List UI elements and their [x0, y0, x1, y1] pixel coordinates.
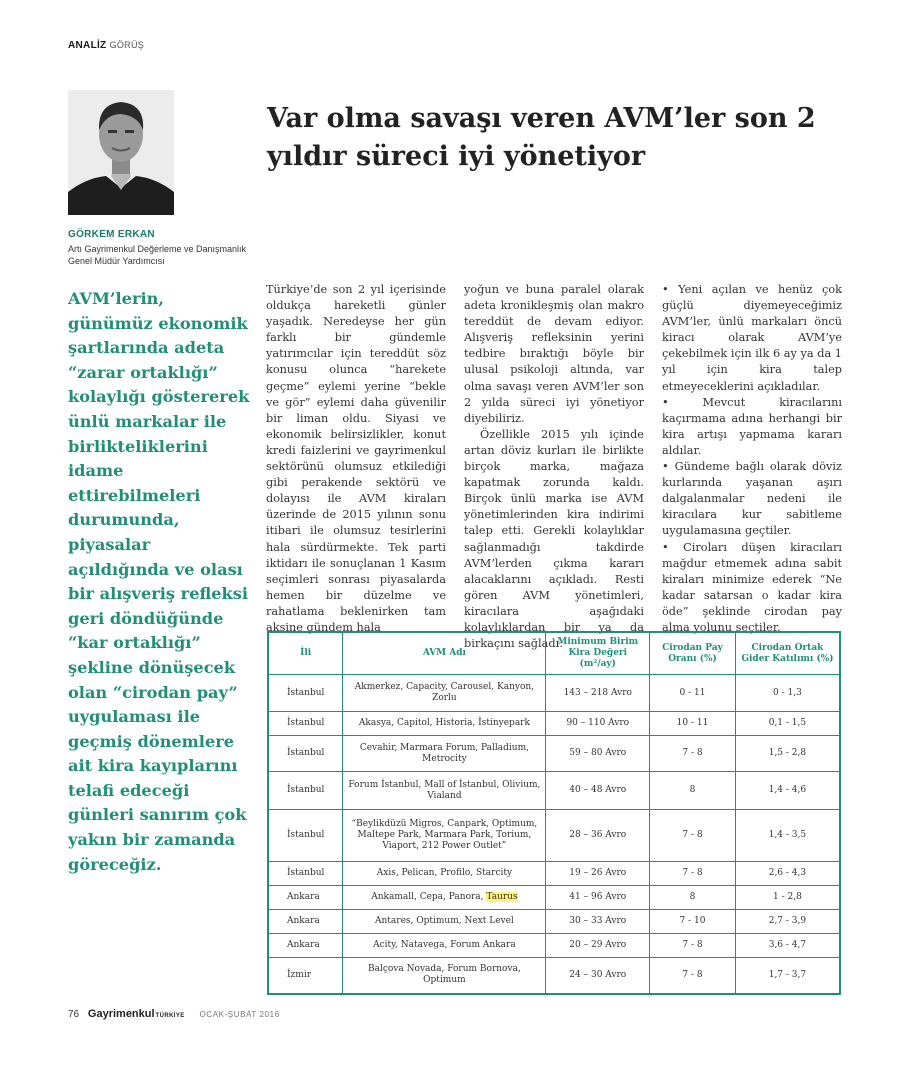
cell-city: Ankara	[268, 934, 343, 958]
header-expense: Cirodan Ortak Gider Katılımı (%)	[735, 632, 840, 675]
cell-rent: 41 – 96 Avro	[546, 886, 650, 910]
table-row	[268, 886, 840, 910]
author-portrait-svg	[68, 90, 174, 215]
cell-avm: Forum İstanbul, Mall of İstanbul, Olivium, Vialand	[343, 772, 546, 810]
section-tag	[68, 40, 144, 51]
cell-city: İstanbul	[268, 736, 343, 772]
cell-expense: 1,4 - 4,6	[735, 772, 840, 810]
brand-name: Gayrimenkul	[87, 1008, 155, 1020]
cell-avm: Akasya, Capitol, Historia, İstinyepark	[343, 712, 546, 736]
header-share: Cirodan Pay Oranı (%)	[650, 632, 736, 675]
brand-sub: TÜRKİYE	[155, 1013, 185, 1019]
section-tag-sub: GÖRÜŞ	[109, 40, 145, 50]
cell-rent: 20 – 29 Avro	[546, 934, 650, 958]
cell-city: Ankara	[268, 886, 343, 910]
cell-rent: 40 – 48 Avro	[546, 772, 650, 810]
cell-avm: Antares, Optimum, Next Level	[343, 910, 546, 934]
table-row	[268, 862, 840, 886]
cell-avm: Balçova Novada, Forum Bornova, Optimum	[343, 958, 546, 994]
cell-avm: Cevahir, Marmara Forum, Palladium, Metrocity	[343, 736, 546, 772]
body-column-1	[266, 282, 446, 636]
cell-rent: 28 – 36 Avro	[546, 810, 650, 862]
cell-city: İstanbul	[268, 772, 343, 810]
cell-rent: 59 – 80 Avro	[546, 736, 650, 772]
author-portrait-icon	[68, 90, 174, 215]
bullet-item: • Mevcut kiracılarını kaçırmama adına herhangi bir kira artışı yapmama kararı aldılar.	[662, 395, 842, 457]
pullquote: AVM’lerin, günümüz ekonomik şartlarında adeta “zarar ortaklığı” kolaylığı göstererek ünlü markalar ile birlikteliklerini idame ettirebilmeleri durumunda, piyasalar açıldığında ve olası bir alışveriş refleksi geri döndüğünde “kar ortaklığı” şekline dönüşecek olan “cirodan pay” uygulaması ile geçmiş dönemlere ait kira kayıplarını telafi edeceği günleri sanırım çok yakın bir zamanda göreceğiz.	[68, 289, 250, 874]
table-row	[268, 772, 840, 810]
table-row	[268, 712, 840, 736]
cell-rent: 30 – 33 Avro	[546, 910, 650, 934]
issue-date: OCAK-ŞUBAT 2016	[199, 1010, 280, 1019]
body-column-2	[464, 282, 644, 652]
cell-expense: 1,5 - 2,8	[735, 736, 840, 772]
cell-share: 8	[650, 772, 736, 810]
body-column-3	[662, 282, 842, 636]
table-row	[268, 675, 840, 712]
cell-city: İstanbul	[268, 675, 343, 712]
cell-share: 7 - 8	[650, 810, 736, 862]
section-tag-main: ANALİZ	[68, 40, 107, 51]
cell-share: 7 - 8	[650, 934, 736, 958]
cell-expense: 2,6 - 4,3	[735, 862, 840, 886]
header-rent: Minimum Birim Kira Değeri (m²/ay)	[546, 632, 650, 675]
cell-avm: Axis, Pelican, Profilo, Starcity	[343, 862, 546, 886]
cell-rent: 143 – 218 Avro	[546, 675, 650, 712]
cell-share: 7 - 10	[650, 910, 736, 934]
body-paragraph: yoğun ve buna paralel olarak adeta kronikleşmiş olan makro tereddüt de devam ediyor. Alışveriş refleksinin yerini tedbire bıraktığı böyle bir ulusal psikoloji altında, var olma savaşı veren AVM’ler son 2 yılda süreci iyi yönetiyor diyebiliriz.	[464, 283, 644, 425]
author-role-line1: Artı Gayrimenkul Değerleme ve Danışmanlık	[68, 244, 247, 254]
cell-rent: 24 – 30 Avro	[546, 958, 650, 994]
bullet-item: • Yeni açılan ve henüz çok güçlü diyemeyeceğimiz AVM’ler, ünlü markaları öncü kiracı olarak AVM’ye çekebilmek için ilk 6 ay ya da 1 yıl için kira talep etmeyeceklerini açıkladılar.	[662, 283, 842, 393]
cell-avm: “Beylikdüzü Migros, Canpark, Optimum, Maltepe Park, Marmara Park, Torium, Viaport, 212 Power Outlet”	[343, 810, 546, 862]
cell-share: 7 - 8	[650, 958, 736, 994]
headline: Var olma savaşı veren AVM’ler son 2 yıldır süreci iyi yönetiyor	[267, 103, 816, 172]
author-name: GÖRKEM ERKAN	[68, 229, 155, 240]
cell-avm	[343, 886, 546, 910]
cell-rent: 19 – 26 Avro	[546, 862, 650, 886]
page-number: 76	[68, 1009, 80, 1020]
cell-expense: 1 - 2,8	[735, 886, 840, 910]
cell-share: 10 - 11	[650, 712, 736, 736]
table-row	[268, 958, 840, 994]
table-row	[268, 810, 840, 862]
cell-expense: 0,1 - 1,5	[735, 712, 840, 736]
table-row	[268, 910, 840, 934]
cell-expense: 3,6 - 4,7	[735, 934, 840, 958]
avm-rent-table	[267, 631, 841, 995]
table-row	[268, 934, 840, 958]
header-avm: AVM Adı	[343, 632, 546, 675]
cell-expense: 1,7 - 3,7	[735, 958, 840, 994]
cell-share: 7 - 8	[650, 736, 736, 772]
body-paragraph: Türkiye’de son 2 yıl içerisinde oldukça hareketli günler yaşadık. Neredeyse her gün farklı bir gündemle yatırımcılar için tereddüt söz konusu olunca “harekete geçme” eylemi yerine “bekle ve gör” eylemi daha güvenilir bir liman oldu. Siyasi ve ekonomik belirsizlikler, konut kredi faizlerini ve gayrimenkul sektörünü olumsuz etkilediği gibi perakende sektörü ve dolayısı ile AVM kiraları üzerinde de 2015 yılının sonu itibari ile olumsuz tesirlerini hala sürdürmekte. Tek parti iktidarı ile sonuçlanan 1 Kasım seçimleri sonrası piyasalarda hemen bir düzelme ve rahatlama beklenirken tam aksine gündem hala	[266, 283, 446, 634]
cell-expense: 1,4 - 3,5	[735, 810, 840, 862]
author-role	[68, 243, 268, 267]
header-city: İli	[268, 632, 343, 675]
highlighted-text: Taurus	[486, 892, 518, 902]
cell-avm: Acity, Natavega, Forum Ankara	[343, 934, 546, 958]
cell-share: 0 - 11	[650, 675, 736, 712]
cell-city: İstanbul	[268, 810, 343, 862]
cell-rent: 90 – 110 Avro	[546, 712, 650, 736]
table-row	[268, 736, 840, 772]
bullet-item: • Gündeme bağlı olarak döviz kurlarında yaşanan aşırı dalgalanmalar nedeni ile kiracılara kur sabitleme uygulamasına geçtiler.	[662, 460, 842, 538]
cell-avm-text: Ankamall, Cepa, Panora,	[371, 892, 487, 902]
table-header-row	[268, 632, 840, 675]
cell-city: Ankara	[268, 910, 343, 934]
cell-expense: 0 - 1,3	[735, 675, 840, 712]
cell-expense: 2,7 - 3,9	[735, 910, 840, 934]
cell-share: 8	[650, 886, 736, 910]
author-role-line2: Genel Müdür Yardımcısı	[68, 256, 165, 266]
body-paragraph: Özellikle 2015 yılı içinde artan döviz kurları ile birlikte birçok marka, mağaza kapatmak zorunda kaldı. Birçok ünlü marka ise AVM yönetimlerinden kira indirimi talep etti. Gerekli kolaylıklar sağlanmadığı takdirde AVM’lerden çıkma kararı alacaklarını açıkladı. Resti gören AVM yönetimleri, kiracılara aşağıdaki kolaylıklardan bir ya da birkaçını sağladı:	[464, 427, 644, 651]
cell-city: İzmir	[268, 958, 343, 994]
page-footer	[68, 1008, 286, 1020]
magazine-brand	[88, 1008, 191, 1020]
cell-city: İstanbul	[268, 712, 343, 736]
cell-avm: Akmerkez, Capacity, Carousel, Kanyon, Zorlu	[343, 675, 546, 712]
bullet-item: • Ciroları düşen kiracıları mağdur etmemek adına sabit kiraları minimize ederek “Ne kadar satarsan o kadar kira öde” şeklinde cirodan pay alma yolunu seçtiler.	[662, 540, 842, 634]
cell-city: İstanbul	[268, 862, 343, 886]
cell-share: 7 - 8	[650, 862, 736, 886]
